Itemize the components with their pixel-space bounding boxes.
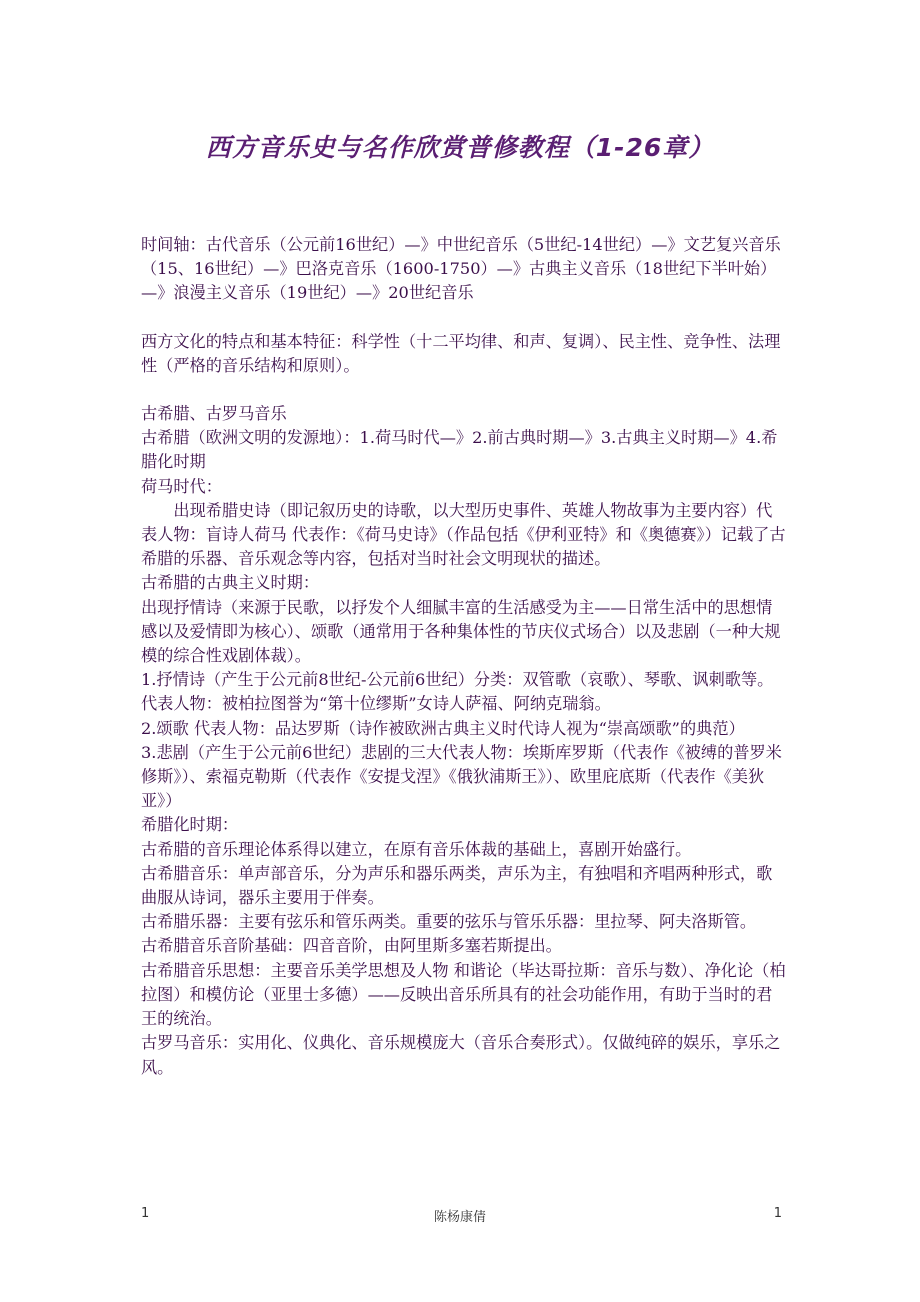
paragraph-roman-music: 古罗马音乐：实用化、仪典化、音乐规模庞大（音乐合奏形式）。仅做纯碎的娱乐，享乐之风。 <box>141 1033 781 1077</box>
document-body <box>141 233 786 1080</box>
paragraph-homer-epic: 出现希腊史诗（即记叙历史的诗歌，以大型历史事件、英雄人物故事为主要内容）代表人物：盲诗人荷马 代表作：《荷马史诗》（作品包括《伊利亚特》和《奥德赛》）记载了古希腊的乐器、音乐观念等内容，包括对当时社会文明现状的描述。 <box>141 500 786 569</box>
subheading-classical-period: 古希腊的古典主义时期： <box>141 573 320 593</box>
paragraph-gap <box>141 306 786 330</box>
paragraph-greek-instruments: 古希腊乐器：主要有弦乐和管乐两类。重要的弦乐与管乐乐器：里拉琴、阿夫洛斯管。 <box>141 912 757 932</box>
document-title: 西方音乐史与名作欣赏普修教程（1-26章） <box>205 133 715 162</box>
list-item-tragedy: 3.悲剧（产生于公元前6世纪）悲剧的三大代表人物：埃斯库罗斯（代表作《被缚的普罗米修斯》）、索福克勒斯（代表作《安提戈涅》《俄狄浦斯王》）、欧里庇底斯（代表作《美狄亚》） <box>141 742 782 811</box>
paragraph-greek-scale: 古希腊音乐音阶基础：四音音阶，由阿里斯多塞若斯提出。 <box>141 936 562 956</box>
footer-page-number-right: 1 <box>773 1206 782 1221</box>
subheading-hellenistic: 希腊化时期： <box>141 815 239 835</box>
paragraph-greek-thought: 古希腊音乐思想：主要音乐美学思想及人物 和谐论（毕达哥拉斯：音乐与数）、净化论（柏拉图）和模仿论（亚里士多德）——反映出音乐所具有的社会功能作用，有助于当时的君王的统治。 <box>141 960 786 1029</box>
list-item-ode: 2.颂歌 代表人物：品达罗斯（诗作被欧洲古典主义时代诗人视为“崇高颂歌”的典范） <box>141 718 745 738</box>
paragraph-greece-periods: 古希腊（欧洲文明的发源地）：1.荷马时代—》2.前古典时期—》3.古典主义时期—》4.希腊化时期 <box>141 428 778 472</box>
paragraph-western-culture: 西方文化的特点和基本特征：科学性（十二平均律、和声、复调）、民主性、竞争性、法理性（严格的音乐结构和原则）。 <box>141 331 781 375</box>
paragraph-music-theory: 古希腊的音乐理论体系得以建立，在原有音乐体裁的基础上，喜剧开始盛行。 <box>141 839 692 859</box>
section-heading-greece-rome: 古希腊、古罗马音乐 <box>141 404 287 424</box>
paragraph-gap <box>141 378 786 402</box>
page-footer <box>0 1206 920 1226</box>
subheading-homer-era: 荷马时代： <box>141 476 222 496</box>
footer-page-number-left: 1 <box>141 1206 150 1221</box>
footer-author: 陈杨康倩 <box>433 1210 486 1225</box>
paragraph-timeline: 时间轴：古代音乐（公元前16世纪）—》中世纪音乐（5世纪-14世纪）—》文艺复兴音乐（15、16世纪）—》巴洛克音乐（1600-1750）—》古典主义音乐（18世纪下半叶始）—》浪漫主义音乐（19世纪）—》20世纪音乐 <box>141 235 781 303</box>
paragraph-lyric-poetry: 出现抒情诗（来源于民歌，以抒发个人细腻丰富的生活感受为主——日常生活中的思想情感以及爱情即为核心）、颂歌（通常用于各种集体性的节庆仪式场合）以及悲剧（一种大规模的综合性戏剧体裁）。 <box>141 597 781 666</box>
list-item-lyric: 1.抒情诗（产生于公元前8世纪-公元前6世纪）分类：双管歌（哀歌）、琴歌、讽刺歌等。代表人物：被柏拉图誉为“第十位缪斯”女诗人萨福、阿纳克瑞翁。 <box>141 670 774 714</box>
paragraph-greek-music: 古希腊音乐：单声部音乐，分为声乐和器乐两类，声乐为主，有独唱和齐唱两种形式，歌曲服从诗词，器乐主要用于伴奏。 <box>141 863 773 908</box>
